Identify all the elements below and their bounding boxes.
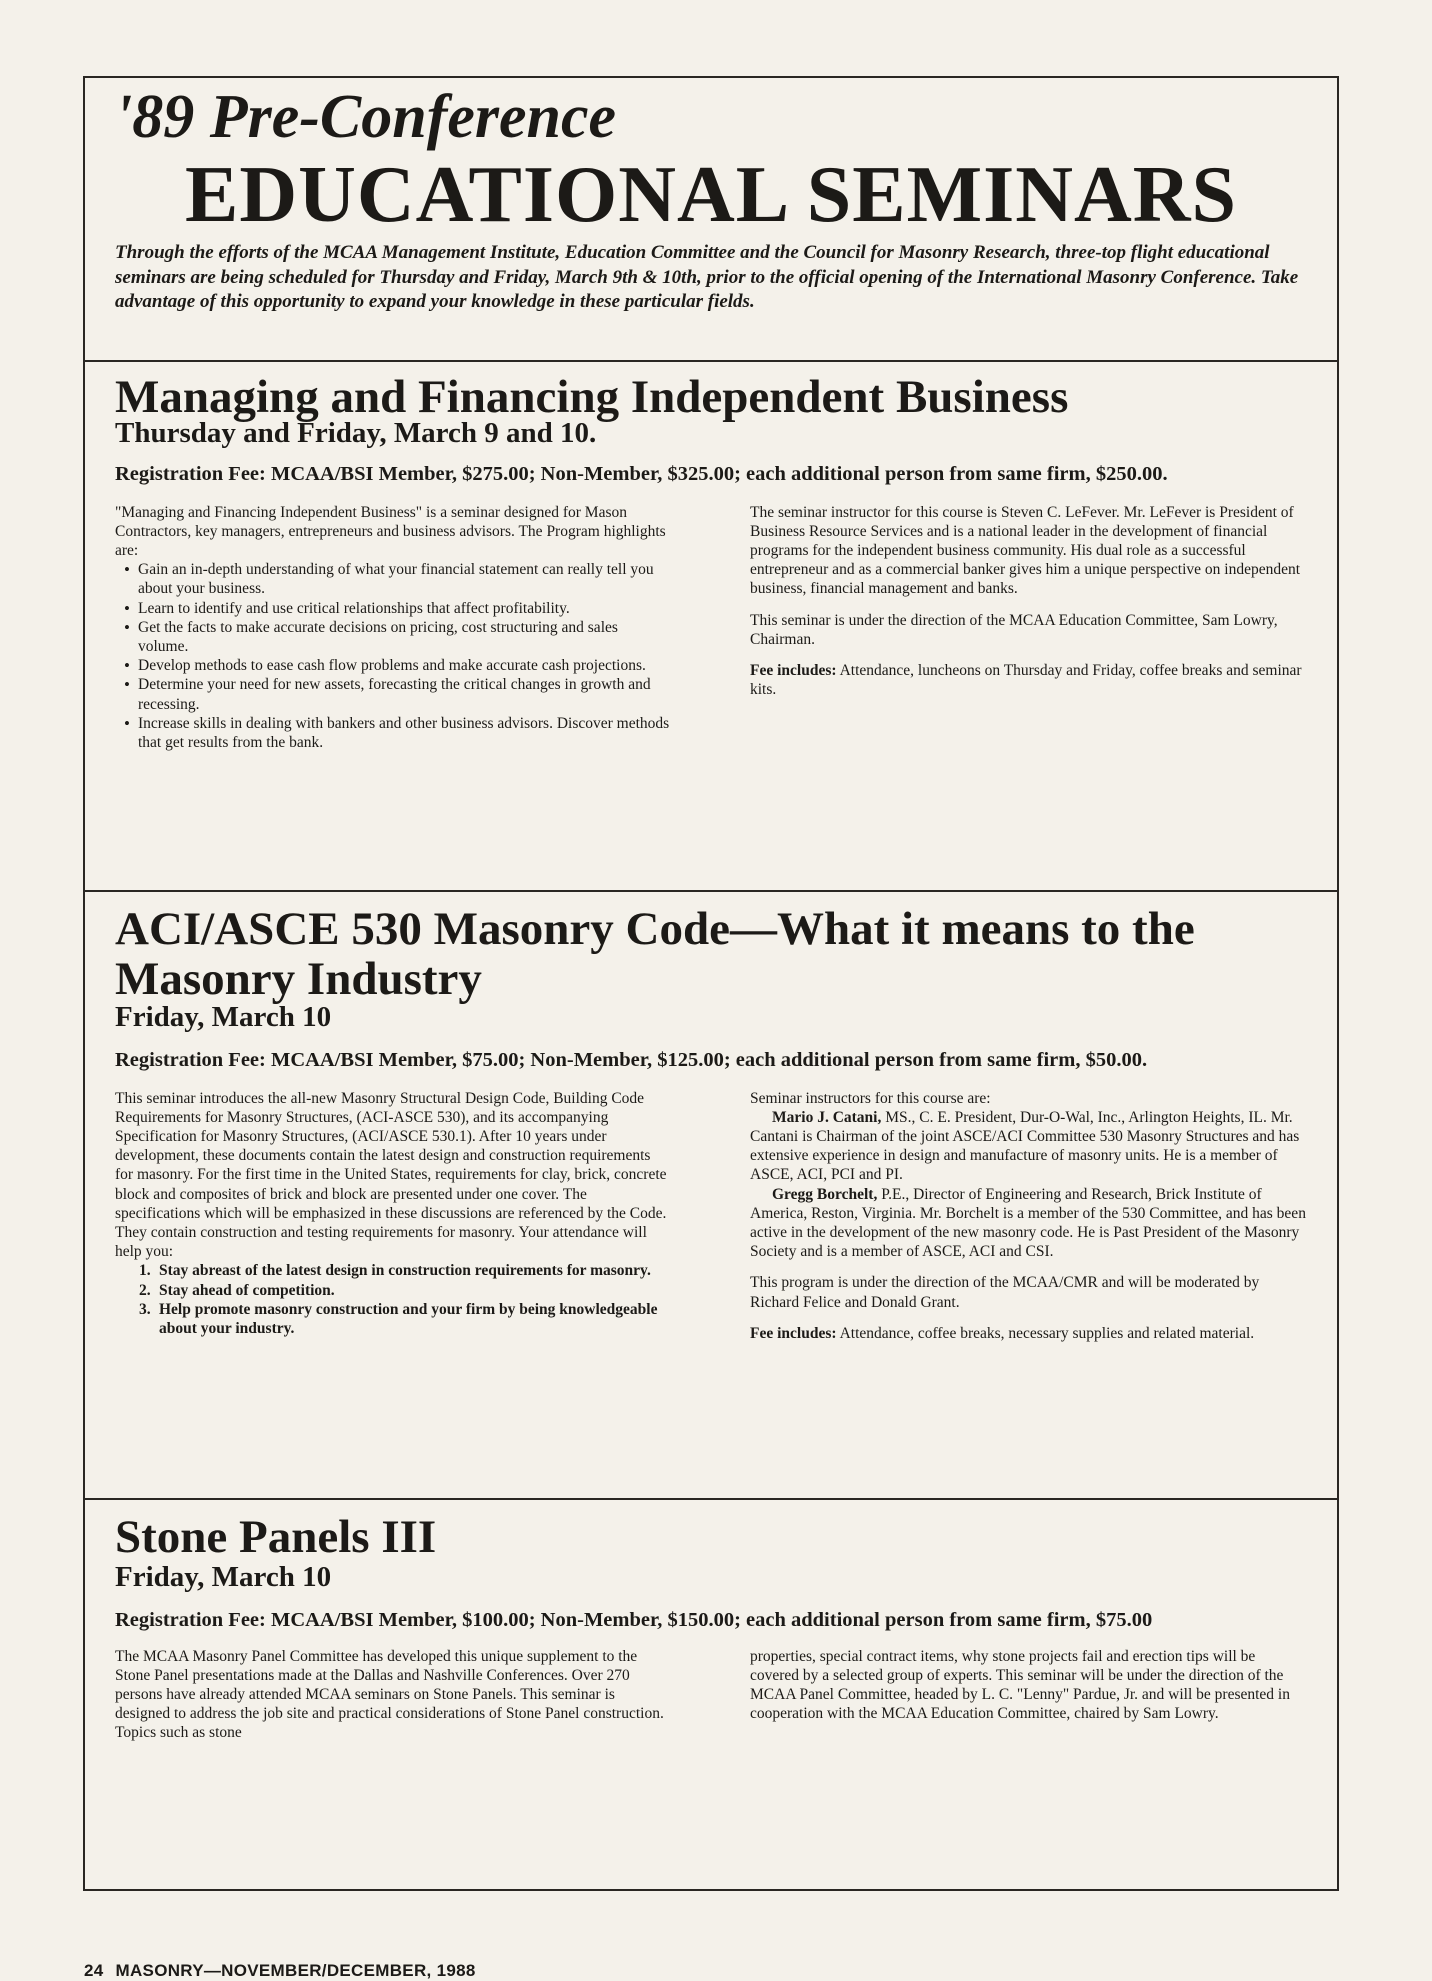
list-item: • Gain an in-depth understanding of what your financial statement can really tell you about your business. [115,560,672,598]
left-column [115,1089,672,1343]
seminar-body [115,1647,1307,1743]
direction-paragraph: This seminar is under the direction of the MCAA Education Committee, Sam Lowry, Chairman. [750,611,1278,648]
list-number: 2. [139,1281,151,1299]
fee-includes-label: Fee includes: [750,1324,837,1342]
instructor-bio [750,1108,1307,1185]
list-number: 1. [139,1262,151,1280]
list-item: • Develop methods to ease cash flow problems and make accurate cash projections. [115,656,672,675]
instructor-text: MS., C. E. President, Dur-O-Wal, Inc., Arlington Heights, IL. Mr. Cantani is Chairman of the joint ASCE/ACI Committee 530 Masonry Structures and has extensive experience in design and manufacture of masonry units. He is a member of ASCE, ACI, PCI and PI. [750,1108,1300,1184]
fee-includes-text: Attendance, luncheons on Thursday and Friday, coffee breaks and seminar kits. [750,661,1302,699]
fee-includes-text: Attendance, coffee breaks, necessary supplies and related material. [839,1324,1255,1342]
list-item: • Get the facts to make accurate decisions on pricing, cost structuring and sales volume. [115,618,672,656]
seminar-body [115,1089,1307,1343]
list-text: Stay ahead of competition. [159,1281,335,1299]
seminar-body [115,503,1307,753]
page-frame [83,76,1339,1891]
registration-fee: Registration Fee: MCAA/BSI Member, $75.00; Non-Member, $125.00; each additional person from same firm, $50.00. [115,1049,1148,1071]
seminar-masonry-code [85,904,1337,1343]
header-intro: Through the efforts of the MCAA Management Institute, Education Committee and the Council for Masonry Research, three-top flight educational seminars are being scheduled for Thursday and Friday, March 9th & 10th, prior to the official opening of the International Masonry Conference. Take advantage of this opportunity to expand your knowledge in these particular fields. [115,242,1299,312]
list-item: • Learn to identify and use critical relationships that affect profitability. [115,599,672,618]
list-item [115,1300,672,1338]
list-item: • Determine your need for new assets, forecasting the critical changes in growth and recessing. [115,675,672,713]
instructor-name: Gregg Borchelt, [772,1185,878,1203]
divider [85,360,1337,362]
pre-title: '89 Pre-Conference [115,83,617,151]
list-item [115,1281,672,1300]
instructor-bio [750,1185,1307,1262]
publication-line: MASONRY—NOVEMBER/DECEMBER, 1988 [115,1961,476,1980]
instructor-text: P.E., Director of Engineering and Research, Brick Institute of America, Reston, Virginia. Mr. Borchelt is a member of the 530 Committee, and has been active in the development of the new masonry code. He is Past President of the Masonry Society and is a member of ASCE, ACI and CSI. [750,1185,1306,1261]
highlights-list [115,560,672,752]
seminar-title: ACI/ASCE 530 Masonry Code—What it means to the Masonry Industry [115,903,1195,1005]
seminar-description: The MCAA Masonry Panel Committee has developed this unique supplement to the Stone Panel presentations made at the Dallas and Nashville Conferences. Over 270 persons have already attended MCAA seminars on Stone Panels. This seminar is designed to address the job site and practical considerations of Stone Panel construction. Topics such as stone [115,1647,664,1742]
registration-fee: Registration Fee: MCAA/BSI Member, $100.00; Non-Member, $150.00; each additional person from same firm, $75.00 [115,1609,1153,1631]
fee-includes [750,661,1307,699]
header-section [85,78,1337,360]
registration-fee: Registration Fee: MCAA/BSI Member, $275.00; Non-Member, $325.00; each additional person from same firm, $250.00. [115,463,1168,485]
fee-includes-label: Fee includes: [750,661,837,679]
list-number: 3. [139,1300,151,1318]
list-text: Stay abreast of the latest design in construction requirements for masonry. [159,1262,651,1280]
left-column [115,503,672,753]
seminar-description: This seminar introduces the all-new Masonry Structural Design Code, Building Code Requirements for Masonry Structures, (ACI-ASCE 530), and its accompanying Specification for Masonry Structures, (ACI/ASCE 530.1). After 10 years under development, these documents contain the latest design and construction requirements for masonry. For the first time in the United States, requirements for clay, brick, concrete block and composites of brick and block are presented under one cover. The specifications which will be emphasized in these discussions are referenced by the Code. They contain construction and testing requirements for masonry. Your attendance will help you: [115,1089,667,1261]
seminar-description-continued: properties, special contract items, why stone projects fail and erection tips will be covered by a selected group of experts. This seminar will be under the direction of the MCAA Panel Committee, headed by L. C. "Lenny" Pardue, Jr. and will be presented in cooperation with the MCAA Education Committee, chaired by Sam Lowry. [750,1647,1290,1723]
divider [85,1498,1337,1500]
page-footer [84,1961,476,1981]
seminar-date: Thursday and Friday, March 9 and 10. [115,417,597,449]
benefits-list [115,1261,672,1338]
right-column [750,1089,1307,1343]
right-column [750,1647,1307,1743]
list-text: Help promote masonry construction and your firm by being knowledgeable about your industry. [159,1300,658,1337]
instructor-paragraph: The seminar instructor for this course is Steven C. LeFever. Mr. LeFever is President of Business Resource Services and is a national leader in the development of financial programs for the independent business community. His dual role as a successful entrepreneur and as a commercial banker gives him a unique perspective on independent business, financial management and banks. [750,503,1301,598]
seminar-date: Friday, March 10 [115,1001,332,1033]
list-item [115,1261,672,1280]
instructors-intro: Seminar instructors for this course are: [750,1089,991,1107]
divider [85,890,1337,892]
list-item: • Increase skills in dealing with bankers and other business advisors. Discover methods that get results from the bank. [115,714,672,752]
page-number: 24 [84,1961,104,1980]
seminar-date: Friday, March 10 [115,1561,332,1593]
seminar-title: Stone Panels III [115,1511,437,1563]
seminar-title: Managing and Financing Independent Business [115,371,1069,423]
direction-paragraph: This program is under the direction of the MCAA/CMR and will be moderated by Richard Felice and Donald Grant. [750,1274,1260,1311]
seminar-managing-financing [85,372,1337,752]
page-title: EDUCATIONAL SEMINARS [184,151,1238,239]
right-column [750,503,1307,753]
seminar-stone-panels [85,1512,1337,1743]
seminar-intro: "Managing and Financing Independent Business" is a seminar designed for Mason Contractors, key managers, entrepreneurs and business advisors. The Program highlights are: [115,503,666,559]
instructor-name: Mario J. Catani, [772,1108,882,1126]
fee-includes [750,1324,1307,1343]
left-column [115,1647,672,1743]
